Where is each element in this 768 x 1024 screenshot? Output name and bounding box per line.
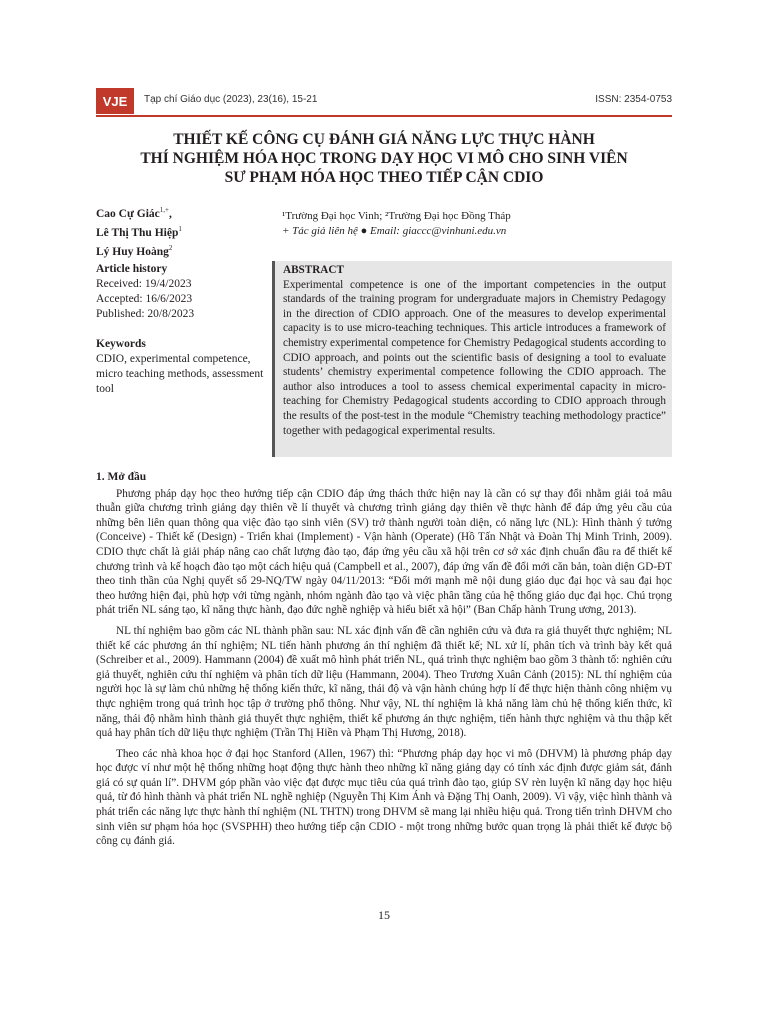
published-date: Published: 20/8/2023 bbox=[96, 308, 195, 320]
title-line: THIẾT KẾ CÔNG CỤ ĐÁNH GIÁ NĂNG LỰC THỰC HÀNH bbox=[173, 131, 595, 148]
title-line: THÍ NGHIỆM HÓA HỌC TRONG DẠY HỌC VI MÔ CHO SINH VIÊN bbox=[140, 150, 628, 167]
received-date: Received: 19/4/2023 bbox=[96, 278, 192, 290]
journal-header bbox=[96, 88, 672, 118]
article-history bbox=[96, 262, 266, 322]
affiliation-line: ¹Trường Đại học Vinh; ²Trường Đại học Đồng Tháp bbox=[282, 210, 511, 222]
author-list bbox=[96, 203, 276, 259]
body-paragraph: NL thí nghiệm bao gồm các NL thành phần sau: NL xác định vấn đề cần nghiên cứu và đưa ra giả thuyết thực nghiệm; NL thiết kế các phương án thí nghiệm; NL tiến hành phương án thí nghiệm đã thiết kế; NL xử lí, phân tích và trình bày kết quả (Schreiber et al., 2009). Hammann (2004) đề xuất mô hình phát triển NL, quá trình thực nghiệm bao gồm 3 thành tố: nghiên cứu giả thuyết, nghiên cứu thí nghiệm và phân tích dữ liệu (Hammann, 2004). Theo Trương Xuân Cảnh (2015): NL thí nghiệm của người học là sự làm chủ những hệ thống kiến thức, kĩ năng, thái độ và vận hành chúng hợp lí để thực hiện thành công nhiệm vụ thực nghiệm trong quá trình học tập ở trường phổ thông. Như vậy, NL thí nghiệm là khả năng làm chủ hệ thống kiến thức, kĩ năng, thái độ nhằm hình thành giả thuyết thực nghiệm, thiết kế phương án thực nghiệm, tiến hành thực nghiệm và thu thập kết quả hay phân tích dữ liệu thực nghiệm (Trần Thị Hiền và Phạm Thị Hương, 2018). bbox=[96, 624, 672, 740]
abstract-heading: ABSTRACT bbox=[283, 264, 344, 276]
header-rule bbox=[96, 115, 672, 117]
abstract-text: Experimental competence is one of the important competencies in the output standards of the training program for undergraduate majors in Chemistry Pedagogy in the direction of CDIO approach. One of the measures to develop experimental capacity is to use micro-teaching techniques. This article introduces a framework of chemistry experimental competence for Chemistry Pedagogical students according to CDIO approach, and points out the scientific basis of designing a tool to evaluate students’ chemistry experimental competence following the CDIO approach. The author also introduces a tool to assess chemical experimental capacity in micro-teaching for Chemistry Pedagogical students according to CDIO approach through the results of the post-test in the module “Chemistry teaching methodology practice” together with pedagogical experimental results. bbox=[283, 278, 666, 437]
abstract-box bbox=[272, 261, 672, 457]
paper-title bbox=[96, 130, 672, 187]
affiliations bbox=[282, 209, 672, 239]
journal-citation: Tạp chí Giáo dục (2023), 23(16), 15-21 bbox=[144, 94, 318, 105]
author: Lý Huy Hoàng$^2$ bbox=[96, 243, 173, 258]
corresponding-author-email: + Tác giả liên hệ ● Email: giaccc@vinhuni.edu.vn bbox=[282, 225, 507, 237]
article-history-heading: Article history bbox=[96, 263, 168, 275]
accepted-date: Accepted: 16/6/2023 bbox=[96, 293, 193, 305]
keywords-text: CDIO, experimental competence, micro teaching methods, assessment tool bbox=[96, 353, 264, 395]
section-heading: 1. Mở đầu bbox=[96, 471, 147, 483]
keywords-block bbox=[96, 337, 266, 397]
page-number: 15 bbox=[378, 908, 390, 922]
author: Cao Cự Giác$^{1,+}$, bbox=[96, 206, 172, 220]
body-paragraph: Phương pháp dạy học theo hướng tiếp cận CDIO đáp ứng thách thức hiện nay là cần có sự thay đổi nhằm giải toả mâu thuẫn giữa chương trình giảng dạy thiên về lí thuyết và chương trình giảng dạy thiên về thực hành để đáp ứng yêu cầu của những bên liên quan thông qua việc đào tạo sinh viên (SV) trở thành người toàn diện, có năng lực (NL): Hình thành ý tưởng (Conceive) - Thiết kế (Design) - Triển khai (Implement) - Vận hành (Operate) (Hồ Tấn Nhật và Đoàn Thị Minh Trinh, 2009). CDIO thực chất là giải pháp nâng cao chất lượng đào tạo, đáp ứng yêu cầu xã hội trên cơ sở xác định chuẩn đầu ra để thiết kế chương trình và kế hoạch đào tạo một cách hiệu quả (Campbell et al., 2007), đáp ứng vấn đề đổi mới căn bản, toàn diện GD-ĐT theo tinh thần của Nghị quyết số 29-NQ/TW ngày 04/11/2013: “Đổi mới mạnh mẽ nội dung giáo dục đại học và sau đại học theo hướng hiện đại, phù hợp với từng ngành, nhóm ngành đào tạo và việc phân tầng của hệ thống giáo dục đại học. Chú trọng phát triển NL sáng tạo, kĩ năng thực hành, đạo đức nghề nghiệp và hiểu biết xã hội” (Ban Chấp hành Trung ương, 2013). bbox=[96, 487, 672, 617]
journal-logo-badge: VJE bbox=[96, 88, 134, 114]
title-line: SƯ PHẠM HÓA HỌC THEO TIẾP CẬN CDIO bbox=[224, 169, 544, 186]
author: Lê Thị Thu Hiệp$^1$ bbox=[96, 224, 182, 239]
keywords-heading: Keywords bbox=[96, 338, 146, 350]
main-body bbox=[96, 470, 672, 855]
body-paragraph: Theo các nhà khoa học ở đại học Stanford (Allen, 1967) thì: “Phương pháp dạy học vi mô (DHVM) là phương pháp dạy học được ví như một hệ thống những hoạt động thực hành theo những kĩ năng giảng dạy có tính xác định được giảm sát, đánh giá có sự quản lí”. DHVM góp phần vào việc đạt được mục tiêu của quá trình đào tạo, giúp SV rèn luyện kĩ năng dạy học hiệu quả, từ đó hình thành và phát triển NL nghề nghiệp (Nguyễn Thị Kim Ánh và Đặng Thị Oanh, 2009). Vì vậy, việc hình thành và phát triển các năng lực thực hành thí nghiệm (NL THTN) trong DHVM sẽ mang lại nhiều hiệu quả. Trong tiến trình DHVM cho sinh viên sư phạm hóa học (SVSPHH) theo hướng tiếp cận CDIO - một trong những bước quan trọng là phải thiết kế được bộ công cụ đánh giá. bbox=[96, 747, 672, 848]
issn: ISSN: 2354-0753 bbox=[595, 94, 672, 105]
